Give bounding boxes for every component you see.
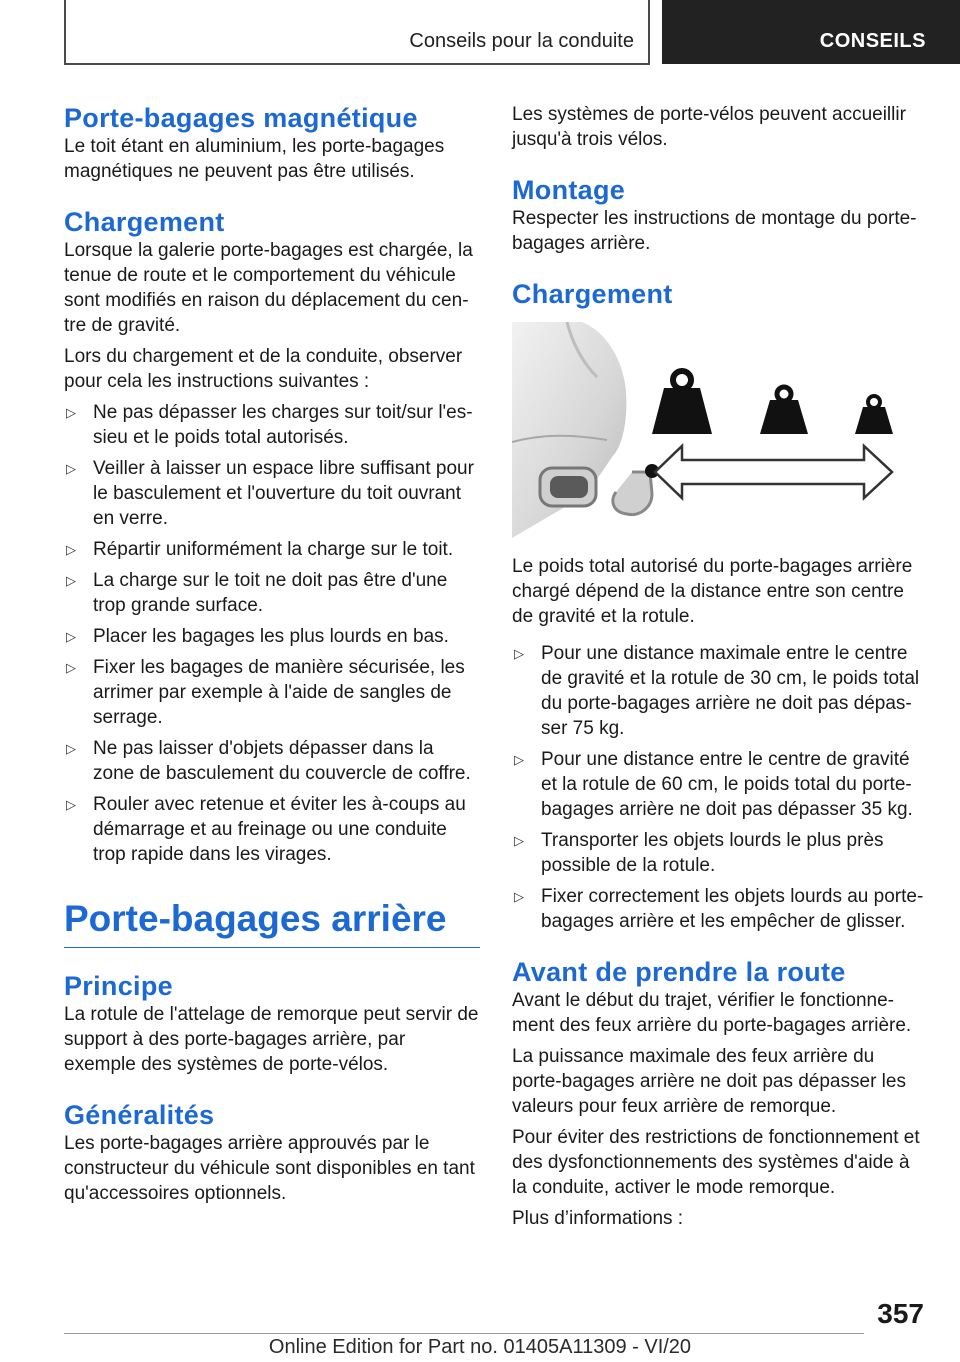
triangle-bullet-icon: ▷: [66, 405, 76, 420]
weights-tow-hitch-icon: [512, 322, 928, 538]
left-column: [64, 102, 480, 1206]
heading-generalites: Généralités: [64, 1100, 215, 1130]
bullet-list-chargement: [64, 400, 480, 867]
edition-footer: Online Edition for Part no. 01405A11309 - VI/20: [268, 1336, 692, 1358]
list-item: ▷ Transporter les objets lourds le plus près possible de la rotule.: [514, 830, 884, 876]
paragraph-chargement-1: Lorsque la galerie porte-bagages est chargée, la tenue de route et le comportement du véhicule sont modifiés en raison du déplacement du cen-tre de gravité.: [64, 240, 473, 336]
heading-magnetique: Porte-bagages magnétique: [64, 103, 418, 133]
heading-chargement: Chargement: [64, 207, 225, 237]
triangle-bullet-icon: ▷: [514, 889, 524, 904]
heading-montage: Montage: [512, 175, 626, 205]
triangle-bullet-icon: ▷: [66, 660, 76, 675]
list-item: ▷ Veiller à laisser un espace libre suffisant pour le basculement et l'ouverture du toit ouvrant en verre.: [66, 458, 474, 529]
heading-avant-route: Avant de prendre la route: [512, 957, 846, 987]
paragraph-avant-4: Plus d’informations :: [512, 1208, 684, 1229]
list-item: ▷ Ne pas laisser d'objets dépasser dans la zone de basculement du couvercle de coffre.: [66, 738, 471, 784]
paragraph-avant-3: Pour éviter des restrictions de fonctionnement et des dysfonctionnements des systèmes d'aide à la conduite, activer le mode remorque.: [512, 1127, 920, 1198]
triangle-bullet-icon: ▷: [66, 573, 76, 588]
triangle-bullet-icon: ▷: [66, 461, 76, 476]
triangle-bullet-icon: ▷: [514, 752, 524, 767]
heading-chargement-arriere: Chargement: [512, 279, 673, 309]
header-rule-bottom: [64, 63, 650, 65]
chapter-tab: CONSEILS: [662, 0, 960, 64]
list-item: ▷ Fixer correctement les objets lourds au porte-bagages arrière et les empêcher de glisser.: [514, 886, 924, 932]
list-item: ▷ Fixer les bagages de manière sécurisée, les arrimer par exemple à l'aide de sangles de serrage.: [66, 657, 465, 728]
triangle-bullet-icon: ▷: [66, 629, 76, 644]
triangle-bullet-icon: ▷: [514, 833, 524, 848]
list-item: ▷ La charge sur le toit ne doit pas être d'une trop grande surface.: [66, 570, 448, 616]
list-item: ▷ Pour une distance entre le centre de gravité et la rotule de 60 cm, le poids total du porte-bagages arrière ne doit pas dépasser 35 kg.: [514, 749, 913, 820]
paragraph-velos: Les systèmes de porte-vélos peuvent accueillir jusqu'à trois vélos.: [512, 104, 906, 150]
paragraph-generalites: Les porte-bagages arrière approuvés par le constructeur du véhicule sont disponibles en tant qu'accessoires optionnels.: [64, 1133, 475, 1204]
heading-principe: Principe: [64, 971, 173, 1001]
list-item: ▷ Placer les bagages les plus lourds en bas.: [66, 626, 449, 647]
paragraph-magnetique: Le toit étant en aluminium, les porte-bagages magnétiques ne peuvent pas être utilisés.: [64, 136, 445, 182]
triangle-bullet-icon: ▷: [66, 797, 76, 812]
paragraph-poids: Le poids total autorisé du porte-bagages arrière chargé dépend de la distance entre son centre de gravité et la rotule.: [512, 556, 913, 627]
list-item: ▷ Rouler avec retenue et éviter les à-coups au démarrage et au freinage ou une conduite trop rapide dans les virages.: [66, 794, 466, 865]
paragraph-avant-2: La puissance maximale des feux arrière du porte-bagages arrière ne doit pas dépasser les valeurs pour feux arrière de remorque.: [512, 1046, 906, 1117]
header-rule-mid: [648, 0, 650, 64]
header-rule-left: [64, 0, 66, 64]
paragraph-chargement-2: Lors du chargement et de la conduite, observer pour cela les instructions suivantes :: [64, 346, 463, 392]
triangle-bullet-icon: ▷: [514, 646, 524, 661]
triangle-bullet-icon: ▷: [66, 741, 76, 756]
list-item: ▷ Répartir uniformément la charge sur le toit.: [66, 539, 454, 560]
paragraph-principe: La rotule de l'attelage de remorque peut servir de support à des porte-bagages arrière, par exemple des systèmes de porte-vélos.: [64, 1004, 479, 1075]
page-header: [0, 0, 960, 66]
section-title: Conseils pour la conduite: [409, 30, 634, 52]
triangle-bullet-icon: ▷: [66, 542, 76, 557]
page-number: 357: [877, 1298, 924, 1329]
paragraph-avant-1: Avant le début du trajet, vérifier le fonctionne-ment des feux arrière du porte-bagages arrière.: [512, 990, 912, 1036]
bullet-list-poids: [512, 641, 928, 934]
list-item: ▷ Pour une distance maximale entre le centre de gravité et la rotule de 30 cm, le poids total du porte-bagages arrière ne doit pas dépas-ser 75 kg.: [514, 643, 920, 739]
paragraph-montage: Respecter les instructions de montage du porte-bagages arrière.: [512, 208, 917, 254]
heading-porte-bagages-arriere: Porte-bagages arrière: [64, 898, 447, 939]
footer-rule: [64, 1333, 864, 1334]
right-column: [512, 102, 928, 1231]
list-item: ▷ Ne pas dépasser les charges sur toit/sur l'es-sieu et le poids total autorisés.: [66, 402, 473, 448]
weights-tow-hitch-illustration: [512, 322, 928, 538]
